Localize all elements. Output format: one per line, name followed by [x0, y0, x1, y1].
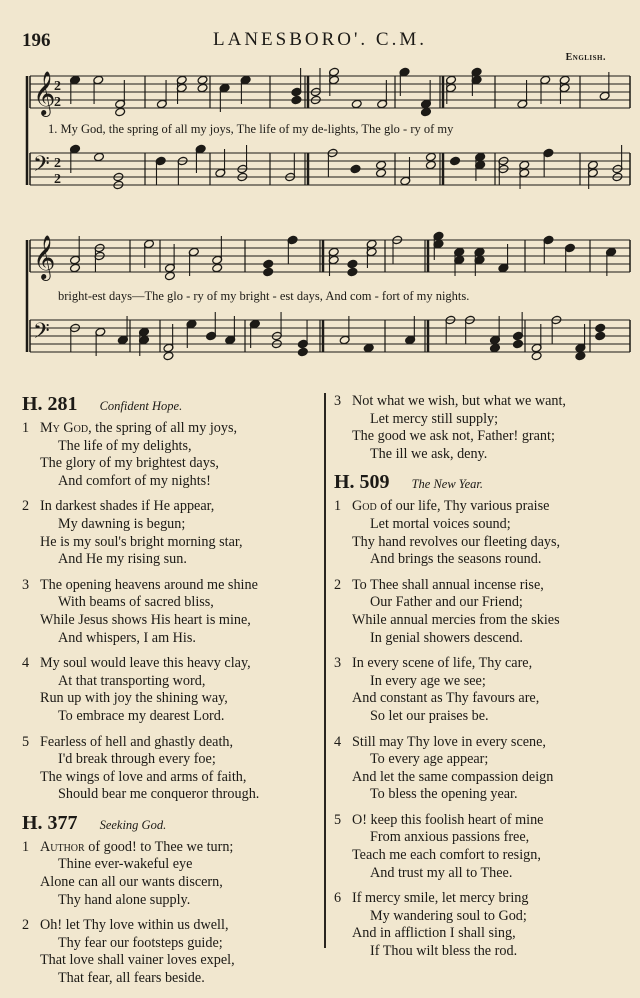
verse-line — [22, 655, 322, 673]
verse-text: And constant as Thy favours are, — [352, 690, 540, 707]
verse — [334, 393, 634, 463]
verse-line — [334, 769, 634, 787]
note — [351, 99, 362, 109]
verse-line — [22, 498, 322, 516]
verse-number: 2 — [22, 498, 30, 515]
note — [450, 156, 461, 166]
verse-text: The glory of my brightest days, — [40, 455, 219, 472]
verse-line — [22, 874, 322, 892]
verse-text: He is my soul's bright morning star, — [40, 533, 243, 550]
verse-line — [22, 751, 322, 769]
verse-line — [334, 498, 634, 516]
verse-text: To embrace my dearest Lord. — [58, 707, 225, 724]
verse-line — [22, 734, 322, 752]
verse-text: the spring of all my joys, — [91, 420, 238, 436]
verse-line — [22, 438, 322, 456]
hymn-title: Confident Hope. — [99, 399, 183, 413]
hymn-509 — [334, 471, 634, 960]
verse-number: 1 — [334, 498, 342, 515]
note — [575, 324, 586, 361]
verse-line — [334, 411, 634, 429]
verse-line — [22, 952, 322, 970]
time-signature: 2 — [54, 172, 61, 187]
note — [93, 152, 104, 162]
verse-line — [334, 786, 634, 804]
verse-text: Teach me each comfort to resign, — [352, 847, 541, 864]
left-column — [22, 393, 322, 996]
verse-number: 2 — [22, 917, 30, 934]
verse-line — [22, 534, 322, 552]
verse-line — [334, 551, 634, 569]
verse-text: The wings of love and arms of faith, — [40, 768, 247, 785]
verse-text: The opening heavens around me shine — [40, 576, 258, 593]
verse-line — [334, 534, 634, 552]
verse-text: If mercy smile, let mercy bring — [352, 890, 529, 907]
note — [291, 68, 302, 105]
verse-text: And He my rising sun. — [58, 551, 187, 568]
verse-line — [22, 612, 322, 630]
note — [113, 172, 124, 190]
verse — [22, 917, 322, 987]
verse-text: To every age appear; — [370, 751, 489, 768]
verse-text: O! keep this foolish heart of mine — [352, 811, 544, 828]
verse-line — [22, 769, 322, 787]
verse-line — [334, 630, 634, 648]
verse-text: The ill we ask, deny. — [370, 445, 488, 462]
clef-icon: 𝄞 — [33, 71, 56, 115]
verse — [334, 812, 634, 882]
verse-text: To Thee shall annual incense rise, — [352, 576, 544, 593]
clef-icon: 𝄞 — [33, 235, 56, 279]
verse-line — [334, 655, 634, 673]
column-divider — [324, 393, 326, 948]
note — [163, 324, 174, 361]
verse-number: 5 — [22, 733, 30, 750]
verse — [22, 420, 322, 490]
note — [564, 243, 575, 272]
verse-text: If Thou wilt bless the rod. — [370, 943, 518, 960]
verse-number: 2 — [334, 576, 342, 593]
verse-lead: Author — [40, 838, 85, 855]
verse-line — [334, 594, 634, 612]
verse-text: And whispers, I am His. — [58, 629, 196, 646]
verse-line — [334, 673, 634, 691]
verse-text: Run up with joy the shining way, — [40, 690, 228, 707]
verse-line — [22, 917, 322, 935]
hymn-number: H. 377 — [22, 811, 78, 834]
verse-line — [334, 577, 634, 595]
verse-text: of good! to Thee we turn; — [84, 838, 234, 855]
verse-text: To bless the opening year. — [370, 786, 518, 803]
verse-line — [334, 890, 634, 908]
verse-line — [334, 812, 634, 830]
note — [595, 323, 606, 341]
clef-icon: 𝄢 — [33, 319, 50, 349]
verse-text: Let mercy still supply; — [370, 410, 499, 427]
hymn-281 — [22, 393, 322, 804]
hymn-377 — [22, 812, 322, 988]
verse-text: And comfort of my nights! — [58, 472, 211, 489]
page-number: 196 — [22, 30, 51, 51]
note — [287, 235, 298, 264]
lyric-line-1: 1. My God, the spring of all my joys, The life of my de-lights, The glo - ry of my — [48, 122, 454, 136]
verse-line — [334, 734, 634, 752]
tune-title: LANESBORO'. C.M. — [213, 29, 427, 50]
verse-number: 3 — [22, 576, 30, 593]
verse-line — [334, 708, 634, 726]
verse-line — [334, 446, 634, 464]
verse-text: Our Father and our Friend; — [370, 594, 523, 611]
verse-text: Thy hand alone supply. — [58, 891, 191, 908]
note — [531, 324, 542, 361]
verse — [22, 734, 322, 804]
verse-text: Thy fear our footsteps guide; — [58, 934, 223, 951]
verse-line — [334, 925, 634, 943]
verse-text: Alone can all our wants discern, — [40, 874, 223, 891]
hymn-title: The New Year. — [411, 477, 483, 492]
verse-text: So let our praises be. — [370, 707, 489, 724]
verse-text: And let the same compassion deign — [352, 768, 554, 785]
verse-text: In genial showers descend. — [370, 629, 523, 646]
verse — [22, 839, 322, 909]
verse-text: The good we ask not, Father! grant; — [352, 428, 555, 445]
hymn-number: H. 281 — [22, 393, 78, 415]
verse-line — [22, 551, 322, 569]
verse-text: Not what we wish, but what we want, — [352, 393, 566, 409]
verse-number: 3 — [334, 393, 342, 409]
verse-line — [334, 393, 634, 411]
note — [206, 312, 217, 341]
staff — [30, 319, 630, 352]
verse-line — [22, 892, 322, 910]
verse-number: 1 — [22, 838, 30, 855]
verse — [334, 577, 634, 647]
verse-line — [22, 516, 322, 534]
hymn-title: Seeking God. — [99, 817, 167, 832]
note — [363, 343, 374, 353]
verse-number: 4 — [22, 655, 30, 672]
hymn-377-continued — [334, 393, 634, 463]
note — [310, 68, 321, 105]
verse-text: My soul would leave this heavy clay, — [40, 655, 251, 672]
verse-line — [334, 751, 634, 769]
verse-text: Should bear me conqueror through. — [58, 786, 260, 803]
note — [237, 145, 248, 182]
verse-number: 6 — [334, 890, 342, 907]
verse-text: That fear, all fears beside. — [58, 970, 205, 987]
verse-text: Let mortal voices sound; — [370, 515, 511, 532]
verse-text: Thy hand revolves our fleeting days, — [352, 533, 561, 550]
verse-text: The life of my delights, — [58, 437, 192, 454]
hymn-number: H. 509 — [334, 471, 390, 494]
verse-line — [22, 577, 322, 595]
right-column — [334, 393, 634, 969]
note — [612, 145, 623, 182]
verse-line — [334, 690, 634, 708]
note — [155, 156, 166, 185]
verse-line — [22, 935, 322, 953]
verse-text: At that transporting word, — [58, 672, 206, 689]
note — [271, 312, 282, 349]
note — [347, 259, 358, 277]
verse — [334, 890, 634, 960]
verse-line — [334, 428, 634, 446]
verse-line — [22, 594, 322, 612]
verse-line — [22, 690, 322, 708]
time-signature: 2 — [54, 95, 61, 110]
music-score — [0, 0, 640, 380]
verse-text: I'd break through every foe; — [58, 751, 216, 768]
verse — [334, 734, 634, 804]
verse — [334, 655, 634, 725]
verse-text: And brings the seasons round. — [370, 551, 542, 568]
verse-number: 3 — [334, 655, 342, 672]
verse — [22, 655, 322, 725]
verse-text: In every scene of life, Thy care, — [352, 655, 533, 672]
verse-line — [334, 943, 634, 961]
verse-text: And in affliction I shall sing, — [352, 925, 516, 942]
verse-line — [22, 708, 322, 726]
verse-text: While annual mercies from the skies — [352, 611, 560, 628]
verse-line — [22, 839, 322, 857]
time-signature: 2 — [54, 156, 61, 171]
verse-text: Oh! let Thy love within us dwell, — [40, 917, 229, 934]
verse-text: That love shall vainer loves expel, — [40, 952, 235, 969]
verse-text: Still may Thy love in every scene, — [352, 733, 546, 750]
note — [115, 80, 126, 117]
verse-line — [334, 847, 634, 865]
lyric-line-2: bright-est days—The glo - ry of my bright - est days, And com - fort of my nights. — [58, 289, 470, 303]
verse-text: In every age we see; — [370, 672, 486, 689]
note — [543, 148, 554, 177]
verse-text: With beams of sacred bliss, — [58, 594, 214, 611]
verse-line — [334, 516, 634, 534]
verse-text: And trust my all to Thee. — [370, 864, 513, 881]
note — [350, 164, 361, 174]
time-signature: 2 — [54, 79, 61, 94]
note — [212, 236, 223, 273]
verse-lead: My God, — [40, 420, 92, 436]
verse-line — [22, 856, 322, 874]
verse-line — [22, 630, 322, 648]
verse-line — [334, 829, 634, 847]
verse-text: While Jesus shows His heart is mine, — [40, 611, 251, 628]
note — [263, 259, 274, 277]
verse-line — [334, 612, 634, 630]
verse-lead: God — [352, 498, 377, 515]
verse-line — [334, 865, 634, 883]
note — [512, 312, 523, 349]
verse-line — [22, 786, 322, 804]
verse-number: 4 — [334, 733, 342, 750]
note — [420, 80, 431, 117]
verse-line — [22, 455, 322, 473]
verse-text: My wandering soul to God; — [370, 907, 527, 924]
verse-text: of our life, Thy various praise — [376, 498, 550, 515]
verse-number: 1 — [22, 420, 30, 436]
verse-text: Thine ever-wakeful eye — [58, 856, 193, 873]
verse-text: From anxious passions free, — [370, 829, 530, 846]
verse-number: 5 — [334, 811, 342, 828]
clef-icon: 𝄢 — [33, 152, 50, 182]
note — [297, 320, 308, 357]
verse-text: Fearless of hell and ghastly death, — [40, 733, 234, 750]
verse — [22, 577, 322, 647]
verse-line — [22, 970, 322, 988]
note — [164, 244, 175, 281]
verse-line — [22, 673, 322, 691]
note — [70, 236, 81, 273]
tune-origin: English. — [565, 52, 606, 63]
verse-line — [334, 908, 634, 926]
verse — [334, 498, 634, 568]
verse-text: My dawning is begun; — [58, 515, 186, 532]
verse — [22, 498, 322, 568]
verse-line — [22, 473, 322, 491]
verse-line — [22, 420, 322, 438]
verse-text: In darkest shades if He appear, — [40, 498, 215, 515]
note — [543, 235, 554, 264]
note — [489, 316, 500, 353]
